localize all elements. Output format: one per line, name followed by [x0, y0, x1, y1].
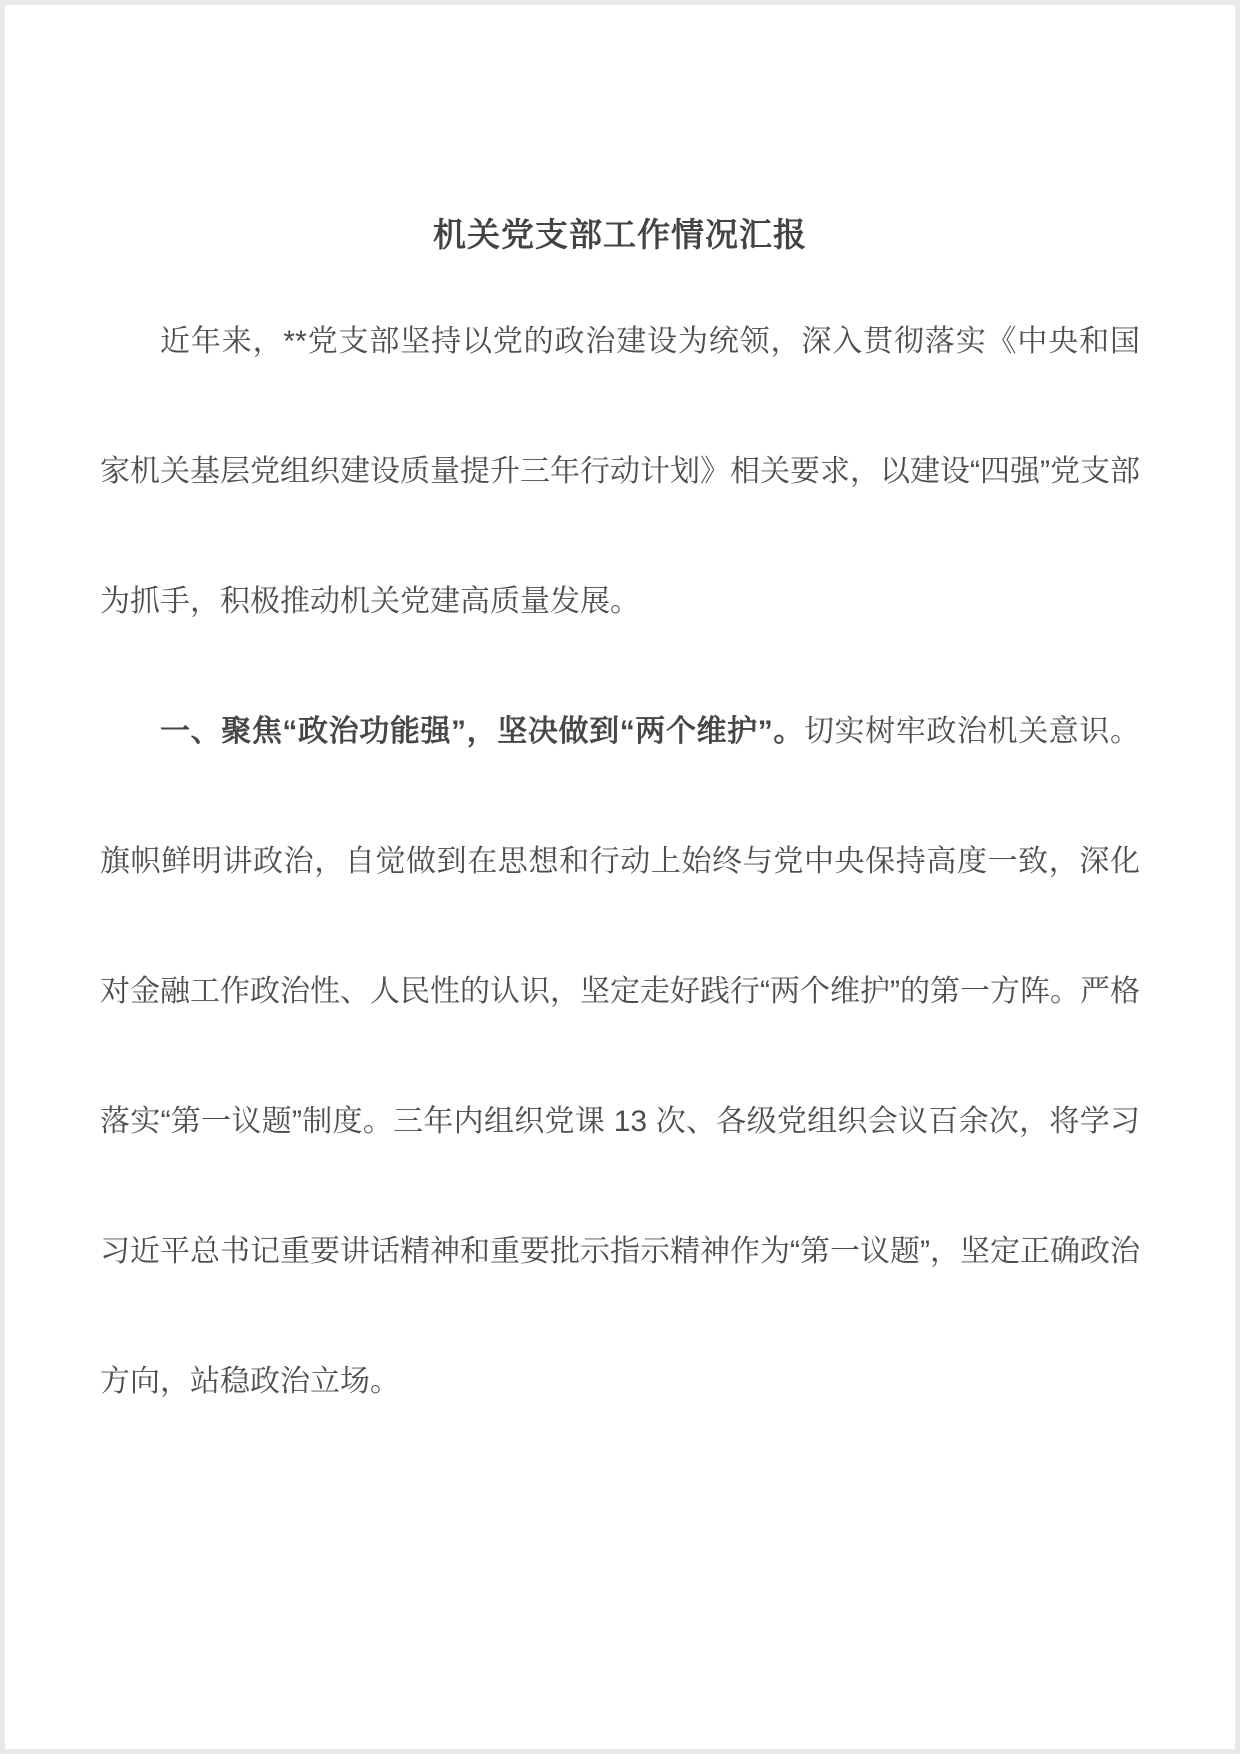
paragraph-intro-text: 近年来，**党支部坚持以党的政治建设为统领，深入贯彻落实《中央和国家机关基层党组织建设质量提升三年行动计划》相关要求，以建设“四强”党支部为抓手，积极推动机关党建高质量发展。 [100, 325, 1140, 618]
paragraph-section-one-text: 切实树牢政治机关意识。旗帜鲜明讲政治，自觉做到在思想和行动上始终与党中央保持高度一致，深化对金融工作政治性、人民性的认识，坚定走好践行“两个维护”的第一方阵。严格落实“第一议题”制度。三年内组织党课 13 次、各级党组织会议百余次，将学习习近平总书记重要讲话精神和重要批示指示精神作为“第一议题”，坚定正确政治方向，站稳政治立场。 [100, 715, 1141, 1398]
document-page [5, 5, 1235, 1749]
paragraph-section-one-lead: 一、聚焦“政治功能强”，坚决做到“两个维护”。 [160, 715, 804, 748]
document-title: 机关党支部工作情况汇报 [433, 216, 807, 253]
paragraph-section-one [100, 667, 1140, 1447]
paragraph-intro [100, 277, 1140, 667]
